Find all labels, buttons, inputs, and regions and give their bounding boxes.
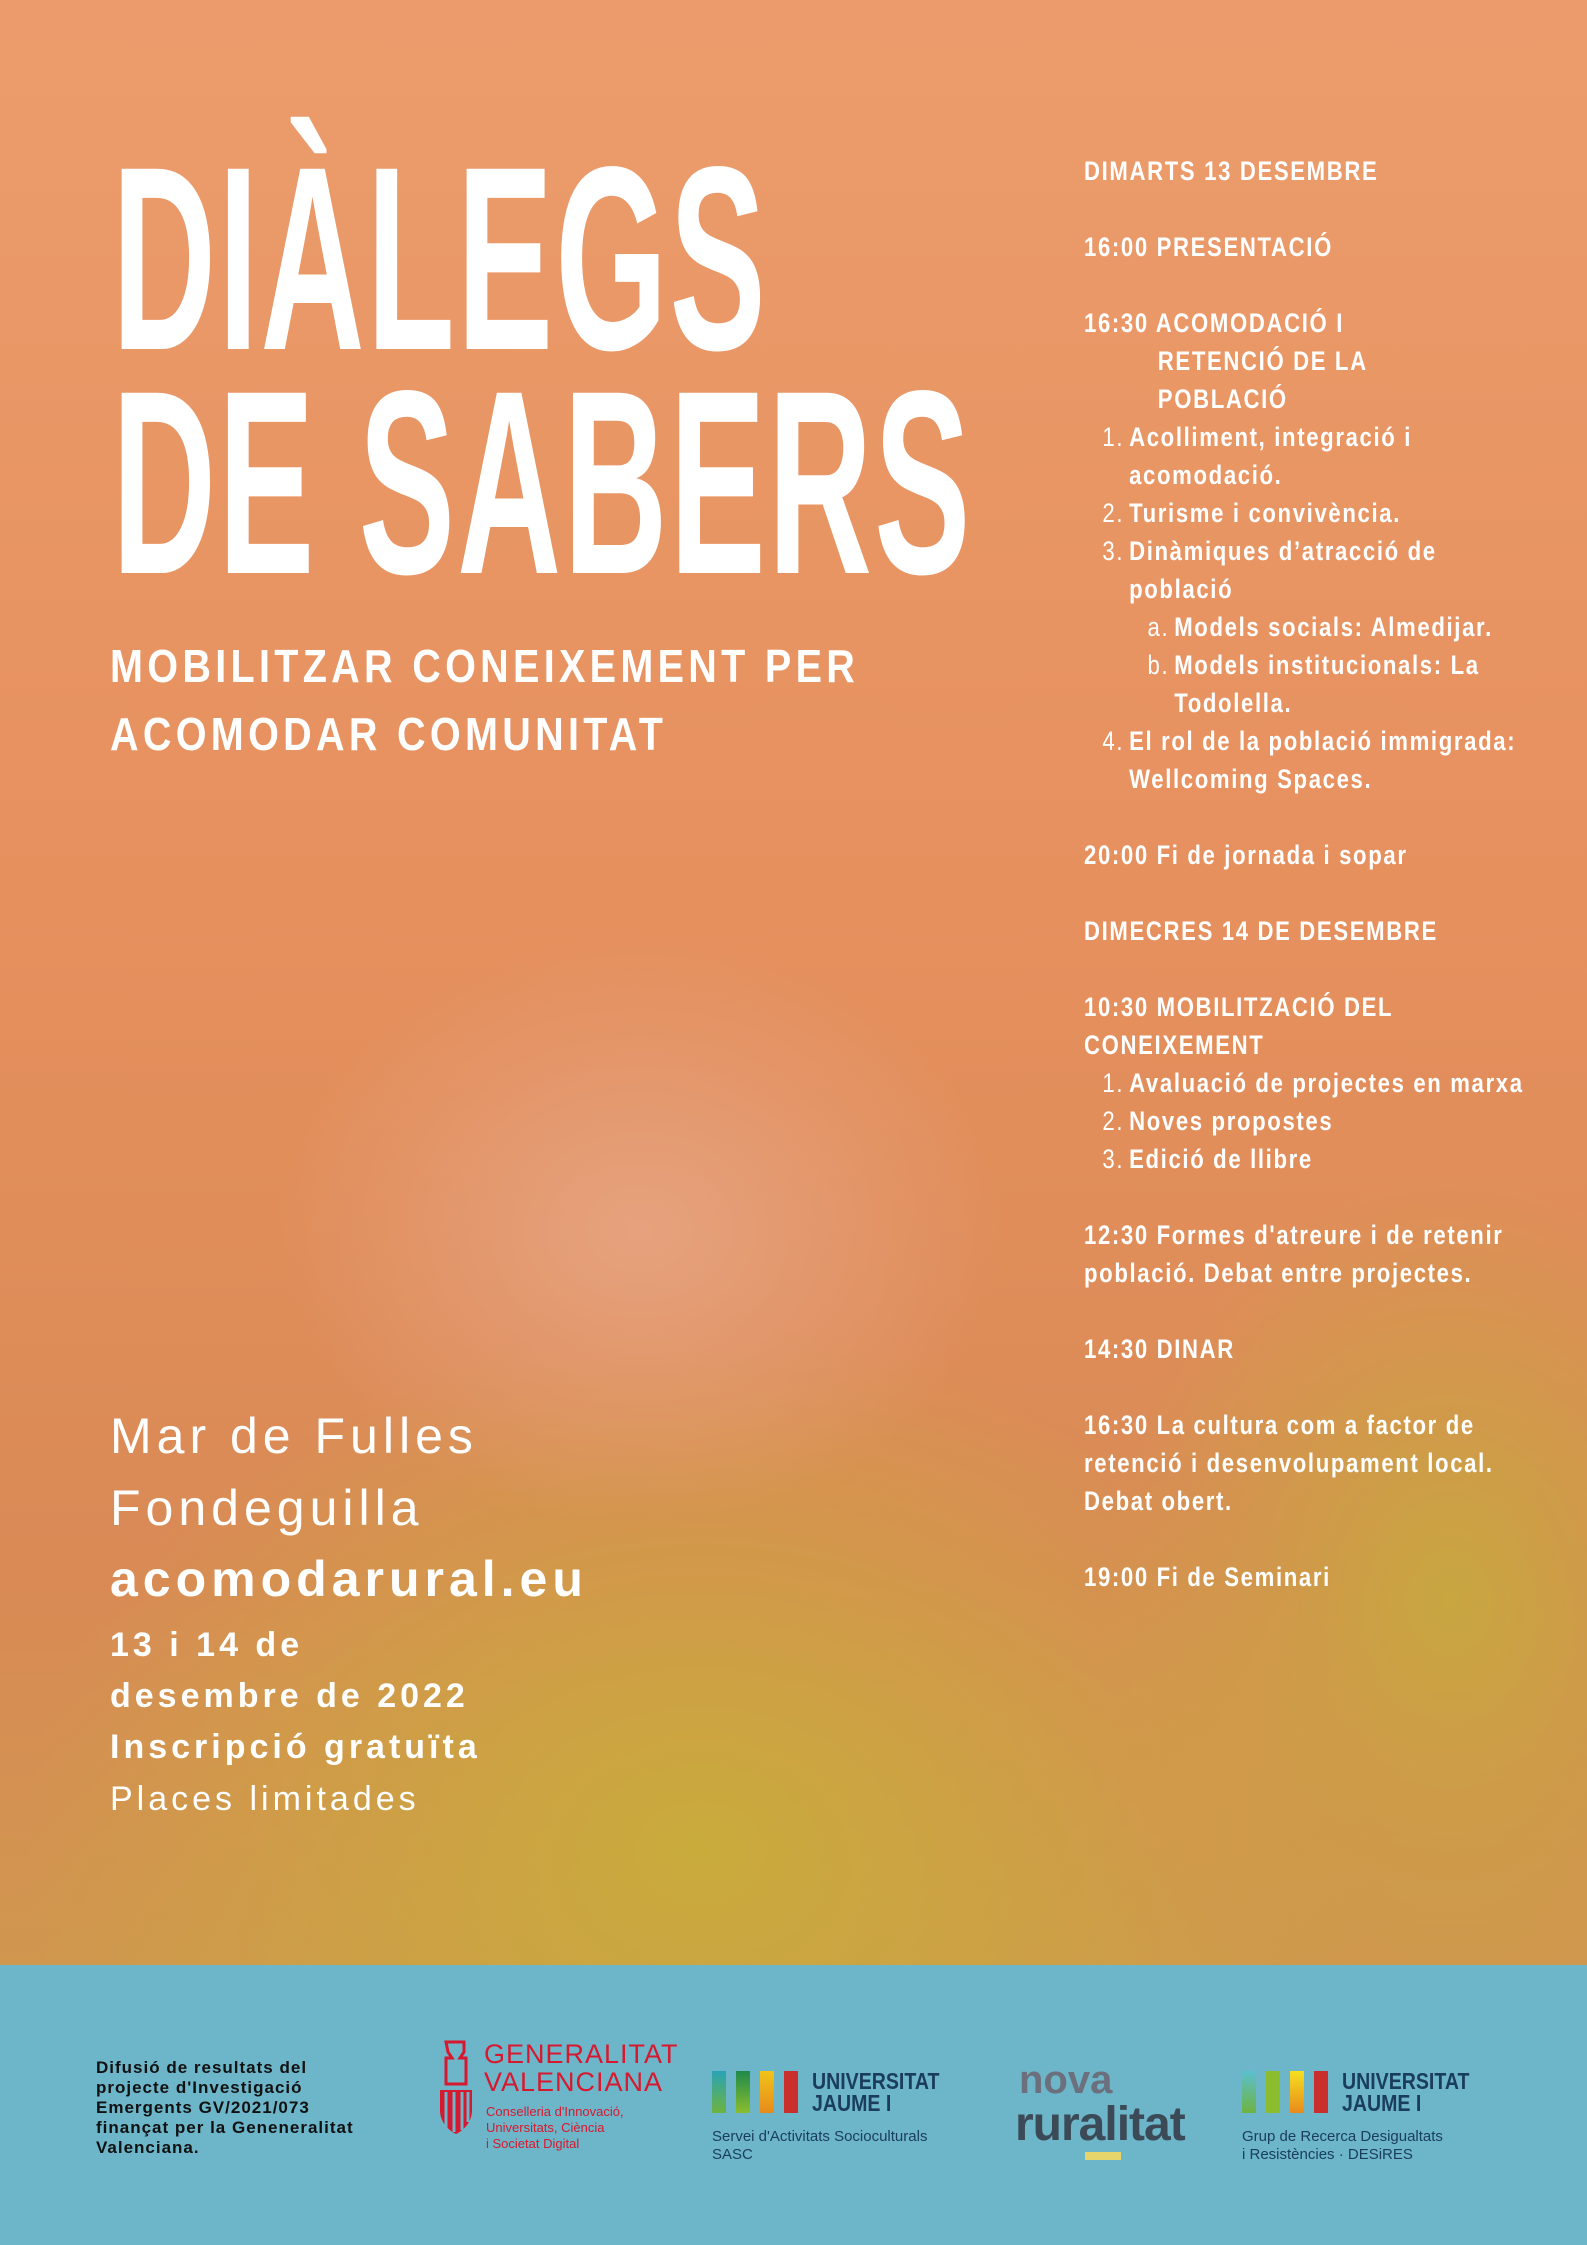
dates: 13 i 14 de	[110, 1626, 304, 1664]
schedule-entry: 16:30 La cultura com a factor de retenció i desenvolupament local. Debat obert.	[1084, 1410, 1494, 1516]
subtitle-line-2: ACOMODAR COMUNITAT	[110, 708, 668, 760]
registration: Inscripció gratuïta	[110, 1728, 481, 1766]
coat-of-arms-icon	[436, 2040, 476, 2135]
venue: Mar de Fulles	[110, 1408, 478, 1464]
list-item: 2. Noves propostes	[1102, 1106, 1334, 1136]
dates: desembre de 2022	[110, 1677, 469, 1715]
funding-note: Difusió de resultats del projecte d'Investigació Emergents GV/2021/073 finançat per la Geneneralitat Valenciana.	[96, 2058, 354, 2157]
subtitle	[110, 632, 859, 768]
list-item: 1. Avaluació de projectes en marxa	[1102, 1068, 1524, 1098]
list-subitem: b. Models institucionals: La Todolella.	[1147, 650, 1480, 718]
list-item: 3. Edició de llibre	[1102, 1144, 1313, 1174]
day-1-heading: DIMARTS 13 DESEMBRE	[1084, 156, 1379, 186]
list-item: 3. Dinàmiques d’atracció de població	[1102, 536, 1437, 604]
schedule	[1084, 152, 1527, 1596]
uji-mark-icon	[712, 2071, 798, 2113]
universitat-jaume-i-desires-logo: UNIVERSITAT JAUME I Grup de Recerca Desigualtats i Resistències · DESiRES	[1242, 2068, 1470, 2163]
schedule-entry: 14:30 DINAR	[1084, 1334, 1235, 1364]
list-item: 4. El rol de la població immigrada: Wellcoming Spaces.	[1102, 726, 1517, 794]
places: Places limitades	[110, 1780, 420, 1818]
day-2-heading: DIMECRES 14 DE DESEMBRE	[1084, 916, 1438, 946]
title-line-1: DIÀLEGS	[112, 112, 768, 405]
universitat-jaume-i-sasc-logo: UNIVERSITAT JAUME I Servei d'Activitats Socioculturals SASC	[712, 2068, 940, 2163]
nova-ruralitat-logo: nova ruralitat	[1015, 2060, 1185, 2160]
title-line-2: DE SABERS	[112, 336, 973, 629]
event-info	[110, 1400, 588, 1825]
list-item: 2. Turisme i convivència.	[1102, 498, 1402, 528]
schedule-entry: 10:30 MOBILITZACIÓ DEL CONEIXEMENT	[1084, 992, 1393, 1060]
website-link[interactable]: acomodarural.eu	[110, 1551, 588, 1607]
schedule-entry: 16:00 PRESENTACIÓ	[1084, 232, 1333, 262]
subtitle-line-1: MOBILITZAR CONEIXEMENT PER	[110, 640, 860, 692]
schedule-entry: POBLACIÓ	[1157, 384, 1288, 414]
generalitat-valenciana-logo: GENERALITAT VALENCIANA Conselleria d'Innovació, Universitats, Ciència i Societat Digital	[436, 2040, 679, 2152]
schedule-entry: 16:30 ACOMODACIÓ I	[1084, 308, 1344, 338]
list-subitem: a. Models socials: Almedijar.	[1147, 612, 1493, 642]
schedule-entry: 19:00 Fi de Seminari	[1084, 1562, 1331, 1592]
uji-mark-icon	[1242, 2071, 1328, 2113]
schedule-entry: 12:30 Formes d'atreure i de retenir població. Debat entre projectes.	[1084, 1220, 1504, 1288]
schedule-entry: RETENCIÓ DE LA	[1157, 346, 1368, 376]
town: Fondeguilla	[110, 1480, 424, 1536]
schedule-entry: 20:00 Fi de jornada i sopar	[1084, 840, 1408, 870]
list-item: 1. Acolliment, integració i acomodació.	[1102, 422, 1413, 490]
